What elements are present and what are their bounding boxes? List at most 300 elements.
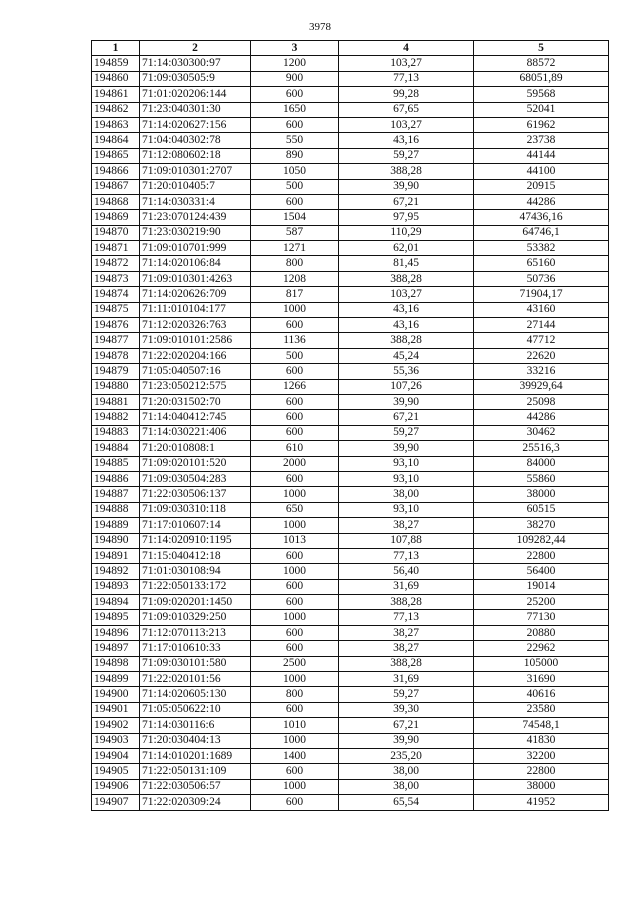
cadastral-number-cell: 71:09:030504:283 bbox=[140, 471, 251, 486]
value-cell: 25098 bbox=[474, 394, 609, 409]
cadastral-number-cell: 71:20:010405:7 bbox=[140, 179, 251, 194]
cadastral-number-cell: 71:20:030404:13 bbox=[140, 733, 251, 748]
rate-cell: 388,28 bbox=[339, 595, 474, 610]
area-cell: 1010 bbox=[251, 718, 339, 733]
row-id-cell: 194887 bbox=[92, 487, 140, 502]
area-cell: 600 bbox=[251, 410, 339, 425]
value-cell: 77130 bbox=[474, 610, 609, 625]
row-id-cell: 194888 bbox=[92, 502, 140, 517]
table-row bbox=[92, 225, 609, 240]
table-row bbox=[92, 533, 609, 548]
area-cell: 600 bbox=[251, 795, 339, 810]
area-cell: 1000 bbox=[251, 518, 339, 533]
area-cell: 500 bbox=[251, 348, 339, 363]
row-id-cell: 194885 bbox=[92, 456, 140, 471]
cadastral-number-cell: 71:09:010301:2707 bbox=[140, 164, 251, 179]
rate-cell: 56,40 bbox=[339, 564, 474, 579]
rate-cell: 107,88 bbox=[339, 533, 474, 548]
area-cell: 600 bbox=[251, 425, 339, 440]
value-cell: 27144 bbox=[474, 318, 609, 333]
value-cell: 64746,1 bbox=[474, 225, 609, 240]
table-row bbox=[92, 502, 609, 517]
row-id-cell: 194865 bbox=[92, 148, 140, 163]
cadastral-number-cell: 71:12:080602:18 bbox=[140, 148, 251, 163]
row-id-cell: 194905 bbox=[92, 764, 140, 779]
rate-cell: 59,27 bbox=[339, 148, 474, 163]
cadastral-number-cell: 71:14:020627:156 bbox=[140, 117, 251, 132]
value-cell: 59568 bbox=[474, 87, 609, 102]
cadastral-number-cell: 71:09:030310:118 bbox=[140, 502, 251, 517]
rate-cell: 59,27 bbox=[339, 425, 474, 440]
cadastral-number-cell: 71:05:050622:10 bbox=[140, 702, 251, 717]
cadastral-number-cell: 71:14:020910:1195 bbox=[140, 533, 251, 548]
value-cell: 56400 bbox=[474, 564, 609, 579]
value-cell: 47436,16 bbox=[474, 210, 609, 225]
row-id-cell: 194860 bbox=[92, 71, 140, 86]
rate-cell: 110,29 bbox=[339, 225, 474, 240]
value-cell: 38000 bbox=[474, 487, 609, 502]
rate-cell: 38,27 bbox=[339, 641, 474, 656]
rate-cell: 39,90 bbox=[339, 179, 474, 194]
cadastral-number-cell: 71:14:030221:406 bbox=[140, 425, 251, 440]
area-cell: 1650 bbox=[251, 102, 339, 117]
row-id-cell: 194903 bbox=[92, 733, 140, 748]
table-row bbox=[92, 302, 609, 317]
value-cell: 105000 bbox=[474, 656, 609, 671]
cadastral-number-cell: 71:23:050212:575 bbox=[140, 379, 251, 394]
area-cell: 1000 bbox=[251, 564, 339, 579]
area-cell: 1400 bbox=[251, 748, 339, 763]
cadastral-number-cell: 71:17:010610:33 bbox=[140, 641, 251, 656]
value-cell: 19014 bbox=[474, 579, 609, 594]
row-id-cell: 194880 bbox=[92, 379, 140, 394]
row-id-cell: 194898 bbox=[92, 656, 140, 671]
rate-cell: 235,20 bbox=[339, 748, 474, 763]
table-row bbox=[92, 702, 609, 717]
value-cell: 41952 bbox=[474, 795, 609, 810]
value-cell: 53382 bbox=[474, 241, 609, 256]
table-row bbox=[92, 518, 609, 533]
area-cell: 600 bbox=[251, 318, 339, 333]
area-cell: 600 bbox=[251, 641, 339, 656]
row-id-cell: 194869 bbox=[92, 210, 140, 225]
row-id-cell: 194896 bbox=[92, 625, 140, 640]
area-cell: 1136 bbox=[251, 333, 339, 348]
rate-cell: 38,00 bbox=[339, 764, 474, 779]
area-cell: 800 bbox=[251, 256, 339, 271]
value-cell: 40616 bbox=[474, 687, 609, 702]
area-cell: 600 bbox=[251, 117, 339, 132]
area-cell: 900 bbox=[251, 71, 339, 86]
area-cell: 2000 bbox=[251, 456, 339, 471]
row-id-cell: 194894 bbox=[92, 595, 140, 610]
table-body bbox=[92, 56, 609, 810]
data-table bbox=[91, 40, 609, 811]
row-id-cell: 194873 bbox=[92, 271, 140, 286]
row-id-cell: 194879 bbox=[92, 364, 140, 379]
row-id-cell: 194863 bbox=[92, 117, 140, 132]
table-row bbox=[92, 718, 609, 733]
cadastral-number-cell: 71:20:031502:70 bbox=[140, 394, 251, 409]
row-id-cell: 194878 bbox=[92, 348, 140, 363]
value-cell: 88572 bbox=[474, 56, 609, 71]
rate-cell: 43,16 bbox=[339, 302, 474, 317]
rate-cell: 59,27 bbox=[339, 687, 474, 702]
rate-cell: 38,00 bbox=[339, 487, 474, 502]
cadastral-number-cell: 71:22:050133:172 bbox=[140, 579, 251, 594]
cadastral-number-cell: 71:14:030300:97 bbox=[140, 56, 251, 71]
table-row bbox=[92, 179, 609, 194]
table-row bbox=[92, 456, 609, 471]
cadastral-number-cell: 71:14:020106:84 bbox=[140, 256, 251, 271]
value-cell: 23580 bbox=[474, 702, 609, 717]
rate-cell: 107,26 bbox=[339, 379, 474, 394]
rate-cell: 55,36 bbox=[339, 364, 474, 379]
rate-cell: 31,69 bbox=[339, 672, 474, 687]
rate-cell: 103,27 bbox=[339, 117, 474, 132]
table-row bbox=[92, 71, 609, 86]
rate-cell: 388,28 bbox=[339, 333, 474, 348]
table-row bbox=[92, 164, 609, 179]
value-cell: 61962 bbox=[474, 117, 609, 132]
rate-cell: 77,13 bbox=[339, 610, 474, 625]
area-cell: 890 bbox=[251, 148, 339, 163]
row-id-cell: 194859 bbox=[92, 56, 140, 71]
rate-cell: 388,28 bbox=[339, 164, 474, 179]
row-id-cell: 194861 bbox=[92, 87, 140, 102]
value-cell: 50736 bbox=[474, 271, 609, 286]
row-id-cell: 194870 bbox=[92, 225, 140, 240]
cadastral-number-cell: 71:12:070113:213 bbox=[140, 625, 251, 640]
area-cell: 1013 bbox=[251, 533, 339, 548]
table-row bbox=[92, 287, 609, 302]
rate-cell: 67,65 bbox=[339, 102, 474, 117]
table-row bbox=[92, 764, 609, 779]
table-row bbox=[92, 579, 609, 594]
value-cell: 41830 bbox=[474, 733, 609, 748]
cadastral-number-cell: 71:14:040412:745 bbox=[140, 410, 251, 425]
rate-cell: 388,28 bbox=[339, 271, 474, 286]
value-cell: 44286 bbox=[474, 194, 609, 209]
cadastral-number-cell: 71:01:030108:94 bbox=[140, 564, 251, 579]
column-header: 4 bbox=[339, 41, 474, 56]
column-header: 2 bbox=[140, 41, 251, 56]
page-number: 3978 bbox=[309, 21, 331, 33]
rate-cell: 67,21 bbox=[339, 194, 474, 209]
table-row bbox=[92, 410, 609, 425]
row-id-cell: 194874 bbox=[92, 287, 140, 302]
cadastral-number-cell: 71:09:010101:2586 bbox=[140, 333, 251, 348]
column-header: 1 bbox=[92, 41, 140, 56]
cadastral-number-cell: 71:14:030116:6 bbox=[140, 718, 251, 733]
row-id-cell: 194883 bbox=[92, 425, 140, 440]
value-cell: 22962 bbox=[474, 641, 609, 656]
table-row bbox=[92, 733, 609, 748]
row-id-cell: 194889 bbox=[92, 518, 140, 533]
area-cell: 800 bbox=[251, 687, 339, 702]
row-id-cell: 194868 bbox=[92, 194, 140, 209]
area-cell: 600 bbox=[251, 471, 339, 486]
table-row bbox=[92, 548, 609, 563]
table-row bbox=[92, 379, 609, 394]
value-cell: 22620 bbox=[474, 348, 609, 363]
table-row bbox=[92, 102, 609, 117]
area-cell: 1000 bbox=[251, 487, 339, 502]
table-row bbox=[92, 241, 609, 256]
cadastral-number-cell: 71:05:040507:16 bbox=[140, 364, 251, 379]
table-row bbox=[92, 394, 609, 409]
value-cell: 31690 bbox=[474, 672, 609, 687]
rate-cell: 77,13 bbox=[339, 71, 474, 86]
row-id-cell: 194871 bbox=[92, 241, 140, 256]
value-cell: 22800 bbox=[474, 764, 609, 779]
table-row bbox=[92, 641, 609, 656]
area-cell: 600 bbox=[251, 394, 339, 409]
value-cell: 84000 bbox=[474, 456, 609, 471]
rate-cell: 39,90 bbox=[339, 394, 474, 409]
area-cell: 2500 bbox=[251, 656, 339, 671]
row-id-cell: 194893 bbox=[92, 579, 140, 594]
row-id-cell: 194895 bbox=[92, 610, 140, 625]
rate-cell: 38,27 bbox=[339, 518, 474, 533]
area-cell: 1208 bbox=[251, 271, 339, 286]
row-id-cell: 194891 bbox=[92, 548, 140, 563]
rate-cell: 38,27 bbox=[339, 625, 474, 640]
area-cell: 1271 bbox=[251, 241, 339, 256]
rate-cell: 81,45 bbox=[339, 256, 474, 271]
table-row bbox=[92, 625, 609, 640]
rate-cell: 93,10 bbox=[339, 471, 474, 486]
row-id-cell: 194901 bbox=[92, 702, 140, 717]
rate-cell: 43,16 bbox=[339, 318, 474, 333]
row-id-cell: 194866 bbox=[92, 164, 140, 179]
row-id-cell: 194862 bbox=[92, 102, 140, 117]
cadastral-number-cell: 71:22:030506:137 bbox=[140, 487, 251, 502]
area-cell: 600 bbox=[251, 548, 339, 563]
rate-cell: 43,16 bbox=[339, 133, 474, 148]
rate-cell: 97,95 bbox=[339, 210, 474, 225]
cadastral-number-cell: 71:09:020201:1450 bbox=[140, 595, 251, 610]
row-id-cell: 194877 bbox=[92, 333, 140, 348]
row-id-cell: 194872 bbox=[92, 256, 140, 271]
rate-cell: 65,54 bbox=[339, 795, 474, 810]
area-cell: 817 bbox=[251, 287, 339, 302]
rate-cell: 99,28 bbox=[339, 87, 474, 102]
value-cell: 109282,44 bbox=[474, 533, 609, 548]
cadastral-number-cell: 71:09:010701:999 bbox=[140, 241, 251, 256]
table-row bbox=[92, 210, 609, 225]
rate-cell: 45,24 bbox=[339, 348, 474, 363]
row-id-cell: 194904 bbox=[92, 748, 140, 763]
area-cell: 1504 bbox=[251, 210, 339, 225]
cadastral-number-cell: 71:14:020626:709 bbox=[140, 287, 251, 302]
rate-cell: 39,90 bbox=[339, 441, 474, 456]
value-cell: 30462 bbox=[474, 425, 609, 440]
cadastral-number-cell: 71:14:010201:1689 bbox=[140, 748, 251, 763]
area-cell: 600 bbox=[251, 87, 339, 102]
table-header-row bbox=[92, 41, 609, 56]
value-cell: 38000 bbox=[474, 779, 609, 794]
cadastral-number-cell: 71:23:030219:90 bbox=[140, 225, 251, 240]
cadastral-number-cell: 71:09:010329:250 bbox=[140, 610, 251, 625]
table-row bbox=[92, 656, 609, 671]
value-cell: 43160 bbox=[474, 302, 609, 317]
rate-cell: 39,90 bbox=[339, 733, 474, 748]
table-row bbox=[92, 595, 609, 610]
value-cell: 65160 bbox=[474, 256, 609, 271]
area-cell: 1000 bbox=[251, 779, 339, 794]
table-row bbox=[92, 748, 609, 763]
row-id-cell: 194897 bbox=[92, 641, 140, 656]
area-cell: 600 bbox=[251, 625, 339, 640]
row-id-cell: 194900 bbox=[92, 687, 140, 702]
row-id-cell: 194867 bbox=[92, 179, 140, 194]
rate-cell: 103,27 bbox=[339, 56, 474, 71]
area-cell: 600 bbox=[251, 579, 339, 594]
area-cell: 1000 bbox=[251, 733, 339, 748]
cadastral-number-cell: 71:14:030331:4 bbox=[140, 194, 251, 209]
row-id-cell: 194902 bbox=[92, 718, 140, 733]
value-cell: 68051,89 bbox=[474, 71, 609, 86]
value-cell: 55860 bbox=[474, 471, 609, 486]
cadastral-number-cell: 71:09:030505:9 bbox=[140, 71, 251, 86]
row-id-cell: 194906 bbox=[92, 779, 140, 794]
value-cell: 74548,1 bbox=[474, 718, 609, 733]
area-cell: 600 bbox=[251, 194, 339, 209]
cadastral-number-cell: 71:20:010808:1 bbox=[140, 441, 251, 456]
rate-cell: 93,10 bbox=[339, 502, 474, 517]
value-cell: 32200 bbox=[474, 748, 609, 763]
cadastral-number-cell: 71:22:020204:166 bbox=[140, 348, 251, 363]
rate-cell: 77,13 bbox=[339, 548, 474, 563]
cadastral-number-cell: 71:14:020605:130 bbox=[140, 687, 251, 702]
cadastral-number-cell: 71:09:020101:520 bbox=[140, 456, 251, 471]
area-cell: 587 bbox=[251, 225, 339, 240]
area-cell: 600 bbox=[251, 702, 339, 717]
value-cell: 20880 bbox=[474, 625, 609, 640]
area-cell: 1000 bbox=[251, 672, 339, 687]
cadastral-number-cell: 71:17:010607:14 bbox=[140, 518, 251, 533]
rate-cell: 93,10 bbox=[339, 456, 474, 471]
rate-cell: 67,21 bbox=[339, 718, 474, 733]
value-cell: 22800 bbox=[474, 548, 609, 563]
value-cell: 25200 bbox=[474, 595, 609, 610]
table-row bbox=[92, 610, 609, 625]
area-cell: 600 bbox=[251, 764, 339, 779]
area-cell: 1266 bbox=[251, 379, 339, 394]
value-cell: 39929,64 bbox=[474, 379, 609, 394]
table-row bbox=[92, 148, 609, 163]
area-cell: 610 bbox=[251, 441, 339, 456]
table-row bbox=[92, 441, 609, 456]
row-id-cell: 194886 bbox=[92, 471, 140, 486]
row-id-cell: 194899 bbox=[92, 672, 140, 687]
cadastral-number-cell: 71:23:070124:439 bbox=[140, 210, 251, 225]
row-id-cell: 194882 bbox=[92, 410, 140, 425]
area-cell: 500 bbox=[251, 179, 339, 194]
cadastral-number-cell: 71:22:050131:109 bbox=[140, 764, 251, 779]
value-cell: 38270 bbox=[474, 518, 609, 533]
cadastral-number-cell: 71:22:020309:24 bbox=[140, 795, 251, 810]
area-cell: 1050 bbox=[251, 164, 339, 179]
value-cell: 33216 bbox=[474, 364, 609, 379]
table-row bbox=[92, 194, 609, 209]
rate-cell: 31,69 bbox=[339, 579, 474, 594]
table-row bbox=[92, 364, 609, 379]
table-row bbox=[92, 333, 609, 348]
row-id-cell: 194864 bbox=[92, 133, 140, 148]
rate-cell: 38,00 bbox=[339, 779, 474, 794]
area-cell: 650 bbox=[251, 502, 339, 517]
cadastral-number-cell: 71:01:020206:144 bbox=[140, 87, 251, 102]
cadastral-number-cell: 71:04:040302:78 bbox=[140, 133, 251, 148]
value-cell: 23738 bbox=[474, 133, 609, 148]
value-cell: 47712 bbox=[474, 333, 609, 348]
area-cell: 550 bbox=[251, 133, 339, 148]
rate-cell: 388,28 bbox=[339, 656, 474, 671]
value-cell: 52041 bbox=[474, 102, 609, 117]
column-header: 5 bbox=[474, 41, 609, 56]
value-cell: 44286 bbox=[474, 410, 609, 425]
table-row bbox=[92, 56, 609, 71]
table-row bbox=[92, 271, 609, 286]
table-row bbox=[92, 256, 609, 271]
cadastral-number-cell: 71:11:010104:177 bbox=[140, 302, 251, 317]
table-row bbox=[92, 87, 609, 102]
cadastral-number-cell: 71:23:040301:30 bbox=[140, 102, 251, 117]
area-cell: 1200 bbox=[251, 56, 339, 71]
table-row bbox=[92, 687, 609, 702]
table-row bbox=[92, 779, 609, 794]
row-id-cell: 194907 bbox=[92, 795, 140, 810]
area-cell: 600 bbox=[251, 595, 339, 610]
value-cell: 44144 bbox=[474, 148, 609, 163]
cadastral-number-cell: 71:09:030101:580 bbox=[140, 656, 251, 671]
table-row bbox=[92, 425, 609, 440]
table-row bbox=[92, 487, 609, 502]
cadastral-number-cell: 71:09:010301:4263 bbox=[140, 271, 251, 286]
value-cell: 20915 bbox=[474, 179, 609, 194]
rate-cell: 62,01 bbox=[339, 241, 474, 256]
row-id-cell: 194881 bbox=[92, 394, 140, 409]
cadastral-number-cell: 71:22:020101:56 bbox=[140, 672, 251, 687]
rate-cell: 103,27 bbox=[339, 287, 474, 302]
rate-cell: 67,21 bbox=[339, 410, 474, 425]
cadastral-number-cell: 71:22:030506:57 bbox=[140, 779, 251, 794]
column-header: 3 bbox=[251, 41, 339, 56]
table-row bbox=[92, 471, 609, 486]
cadastral-number-cell: 71:15:040412:18 bbox=[140, 548, 251, 563]
area-cell: 1000 bbox=[251, 610, 339, 625]
value-cell: 44100 bbox=[474, 164, 609, 179]
table-row bbox=[92, 117, 609, 132]
row-id-cell: 194875 bbox=[92, 302, 140, 317]
value-cell: 25516,3 bbox=[474, 441, 609, 456]
table-row bbox=[92, 133, 609, 148]
value-cell: 60515 bbox=[474, 502, 609, 517]
table-row bbox=[92, 348, 609, 363]
row-id-cell: 194892 bbox=[92, 564, 140, 579]
value-cell: 71904,17 bbox=[474, 287, 609, 302]
cadastral-number-cell: 71:12:020326:763 bbox=[140, 318, 251, 333]
table-row bbox=[92, 672, 609, 687]
row-id-cell: 194876 bbox=[92, 318, 140, 333]
table-row bbox=[92, 564, 609, 579]
row-id-cell: 194884 bbox=[92, 441, 140, 456]
row-id-cell: 194890 bbox=[92, 533, 140, 548]
area-cell: 600 bbox=[251, 364, 339, 379]
table-row bbox=[92, 318, 609, 333]
